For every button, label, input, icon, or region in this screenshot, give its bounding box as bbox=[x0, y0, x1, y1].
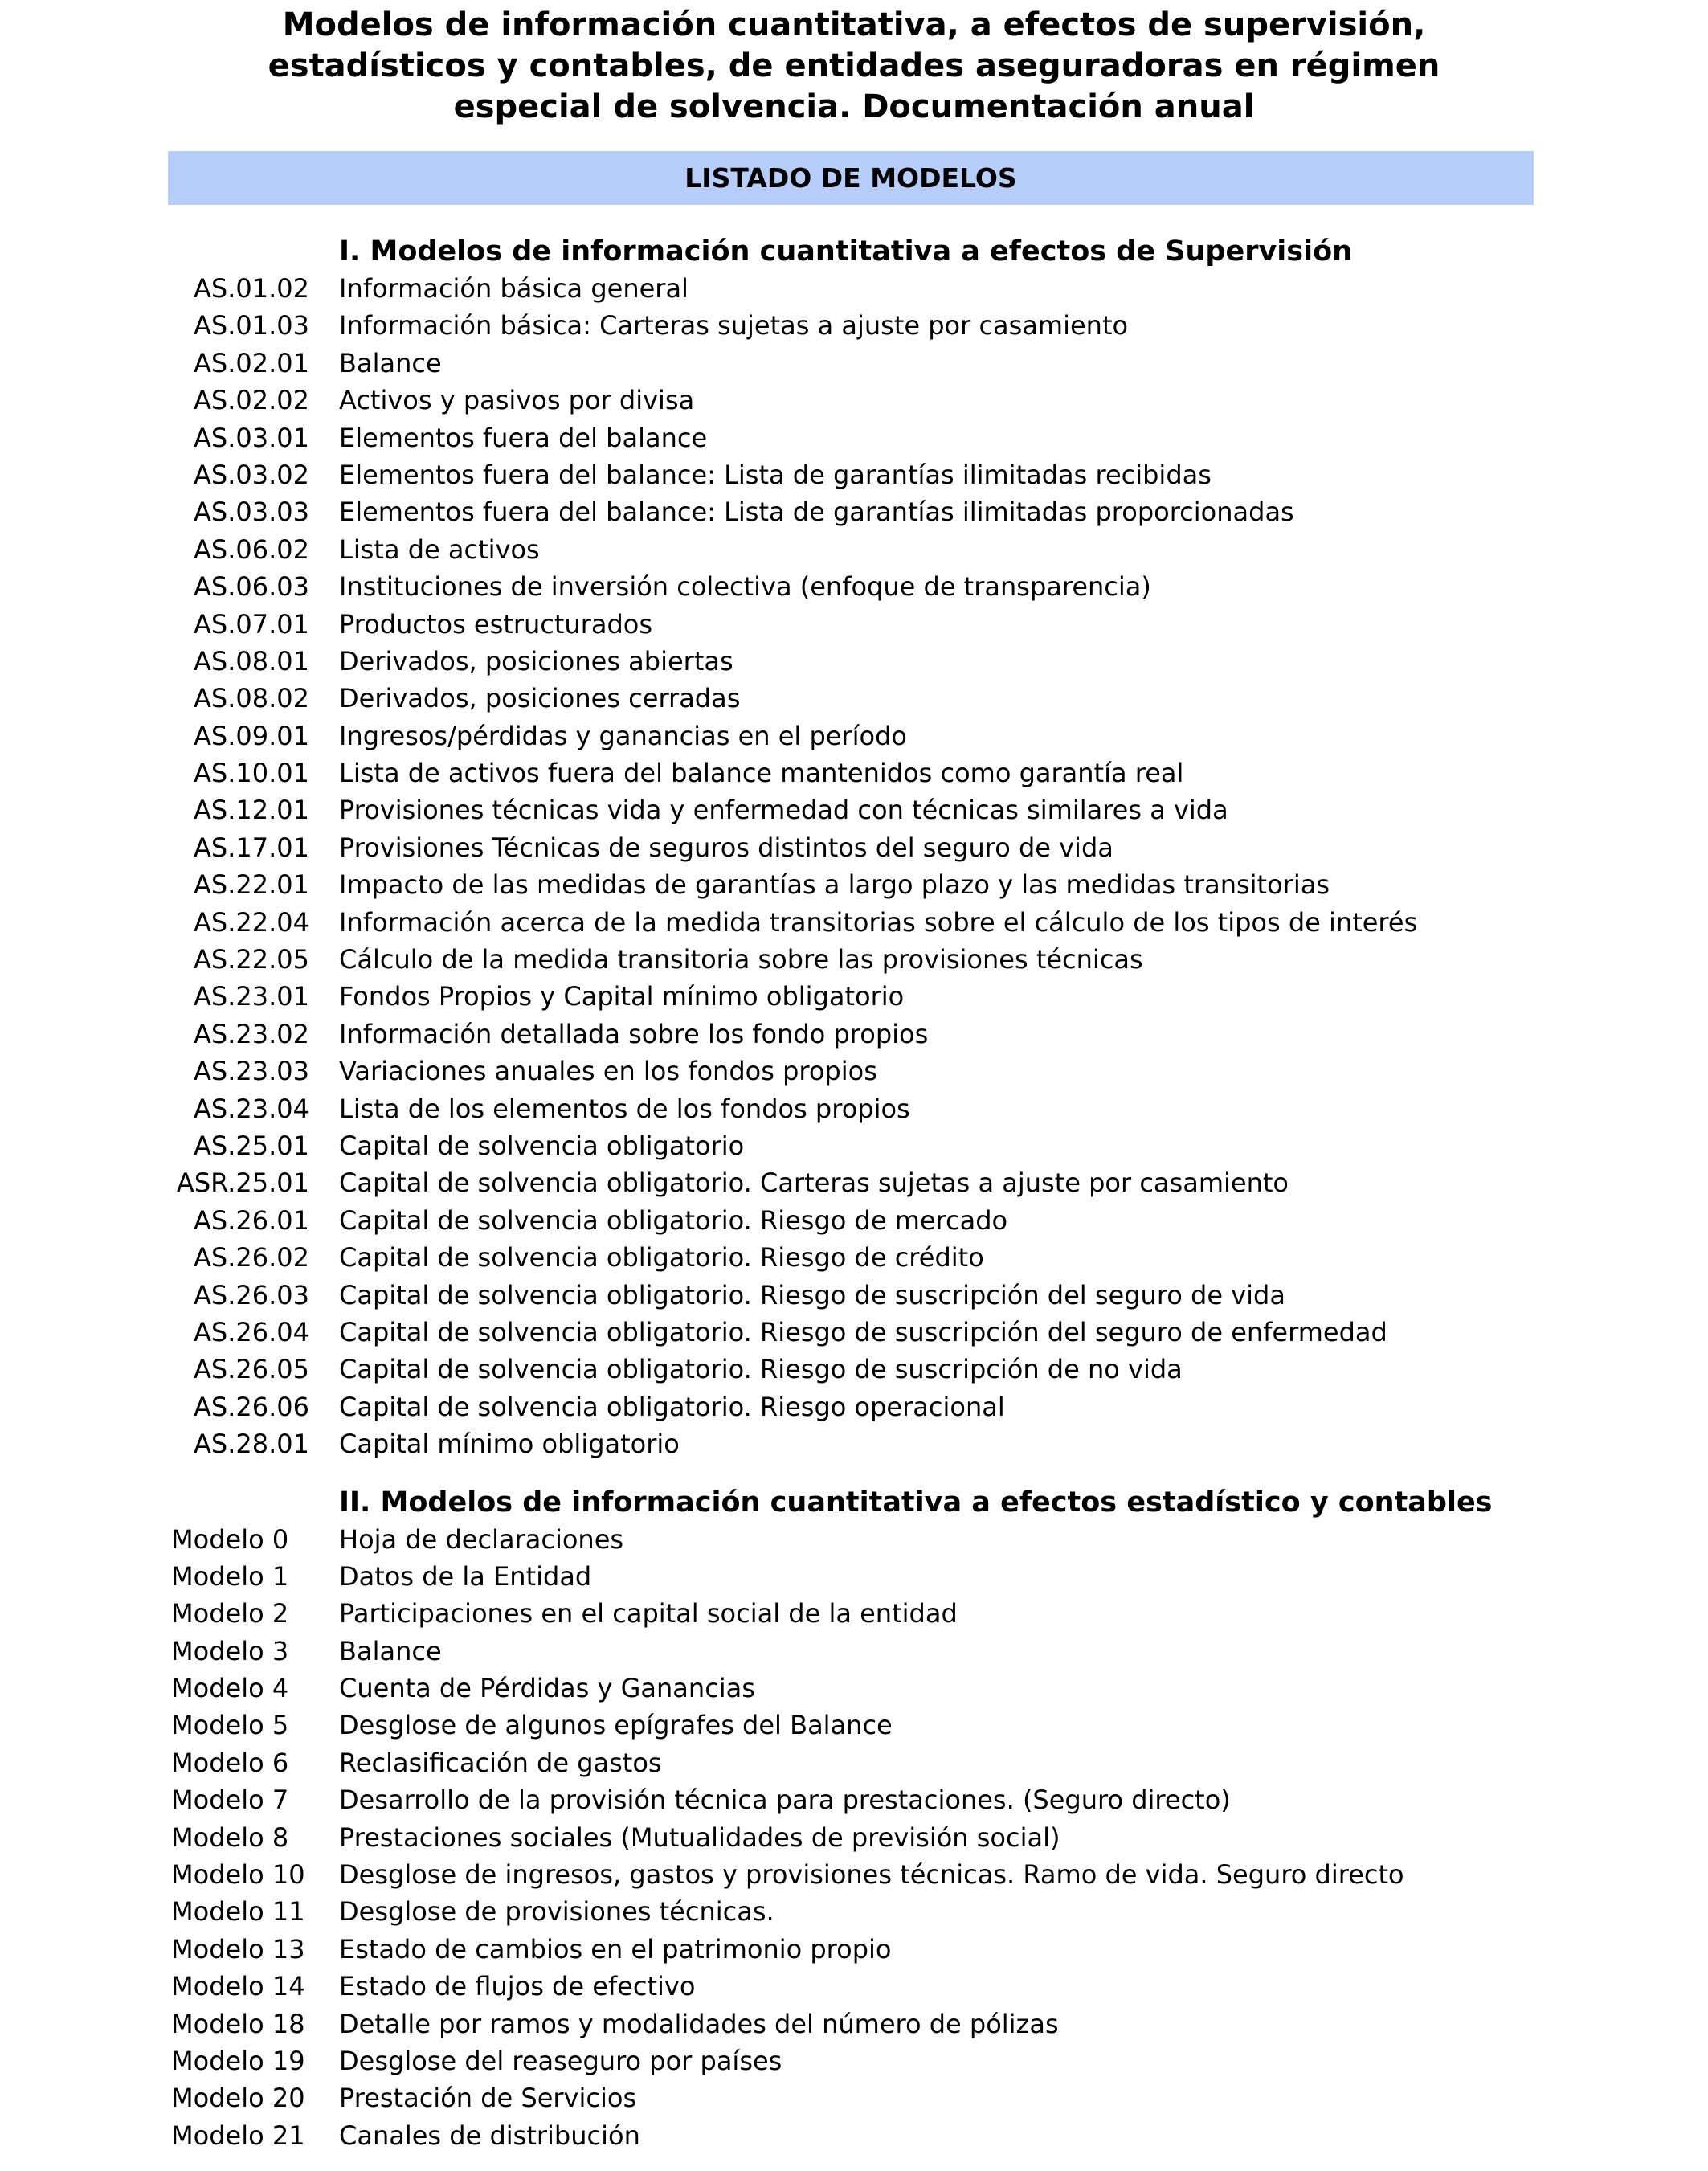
model-description: Capital de solvencia obligatorio. Riesgo de suscripción de no vida bbox=[339, 1354, 1183, 1385]
model-code: AS.23.02 bbox=[194, 1018, 309, 1049]
model-code: Modelo 0 bbox=[171, 1523, 289, 1555]
model-description: Instituciones de inversión colectiva (enfoque de transparencia) bbox=[339, 571, 1151, 603]
model-code: AS.22.04 bbox=[194, 906, 309, 938]
model-code: Modelo 1 bbox=[171, 1560, 289, 1592]
model-code: AS.01.02 bbox=[194, 273, 309, 304]
model-row bbox=[0, 493, 1708, 530]
model-description: Capital de solvencia obligatorio. Riesgo de suscripción del seguro de vida bbox=[339, 1279, 1285, 1310]
model-code: Modelo 13 bbox=[171, 1933, 305, 1965]
model-row bbox=[0, 754, 1708, 791]
model-code: Modelo 5 bbox=[171, 1710, 289, 1741]
model-row bbox=[0, 1351, 1708, 1388]
model-row bbox=[0, 1670, 1708, 1707]
model-code: Modelo 21 bbox=[171, 2120, 305, 2151]
model-description: Estado de flujos de efectivo bbox=[339, 1971, 696, 2002]
model-code: AS.23.01 bbox=[194, 981, 309, 1012]
model-row bbox=[0, 1931, 1708, 1968]
model-code: AS.09.01 bbox=[194, 720, 309, 751]
section-rows bbox=[0, 270, 1708, 1463]
model-description: Activos y pasivos por divisa bbox=[339, 385, 695, 416]
model-row bbox=[0, 829, 1708, 866]
model-code: AS.26.02 bbox=[194, 1242, 309, 1274]
model-code: Modelo 6 bbox=[171, 1747, 289, 1778]
model-code: AS.03.02 bbox=[194, 459, 309, 490]
model-row bbox=[0, 904, 1708, 941]
model-row bbox=[0, 1819, 1708, 1856]
model-description: Elementos fuera del balance bbox=[339, 422, 708, 453]
model-code: AS.03.01 bbox=[194, 422, 309, 453]
list-banner: LISTADO DE MODELOS bbox=[168, 151, 1534, 205]
model-row bbox=[0, 456, 1708, 493]
model-description: Capital mínimo obligatorio bbox=[339, 1429, 680, 1460]
model-row bbox=[0, 643, 1708, 680]
model-code: Modelo 20 bbox=[171, 2083, 305, 2114]
model-code: Modelo 8 bbox=[171, 1821, 289, 1853]
model-description: Información básica: Carteras sujetas a ajuste por casamiento bbox=[339, 310, 1129, 341]
model-row bbox=[0, 1127, 1708, 1164]
model-description: Canales de distribución bbox=[339, 2120, 640, 2151]
model-code: AS.12.01 bbox=[194, 795, 309, 826]
model-row bbox=[0, 2042, 1708, 2079]
model-row bbox=[0, 1277, 1708, 1314]
model-description: Lista de activos fuera del balance mantenidos como garantía real bbox=[339, 758, 1184, 789]
model-code: AS.26.03 bbox=[194, 1279, 309, 1310]
model-row bbox=[0, 531, 1708, 568]
model-code: Modelo 10 bbox=[171, 1859, 305, 1891]
title-line: Modelos de información cuantitativa, a efectos de supervisión, bbox=[282, 6, 1426, 43]
model-description: Desarrollo de la provisión técnica para prestaciones. (Seguro directo) bbox=[339, 1785, 1231, 1816]
model-description: Lista de los elementos de los fondos propios bbox=[339, 1093, 910, 1124]
model-row bbox=[0, 1558, 1708, 1595]
model-code: Modelo 7 bbox=[171, 1785, 289, 1816]
section-heading: II. Modelos de información cuantitativa a efectos estadístico y contables bbox=[339, 1486, 1493, 1519]
model-description: Provisiones Técnicas de seguros distintos del seguro de vida bbox=[339, 832, 1113, 863]
model-row bbox=[0, 941, 1708, 978]
model-description: Capital de solvencia obligatorio. Riesgo de suscripción del seguro de enfermedad bbox=[339, 1316, 1387, 1347]
model-code: AS.26.04 bbox=[194, 1316, 309, 1347]
section-statistical-accounting bbox=[0, 1484, 1708, 2155]
model-code: AS.23.03 bbox=[194, 1056, 309, 1087]
model-code: AS.08.01 bbox=[194, 645, 309, 677]
model-description: Capital de solvencia obligatorio. Riesgo de crédito bbox=[339, 1242, 984, 1274]
model-row bbox=[0, 382, 1708, 419]
section-rows bbox=[0, 1521, 1708, 2155]
model-row bbox=[0, 1164, 1708, 1201]
model-description: Detalle por ramos y modalidades del número de pólizas bbox=[339, 2008, 1059, 2039]
model-code: AS.25.01 bbox=[194, 1130, 309, 1161]
model-list bbox=[0, 233, 1708, 2154]
model-description: Capital de solvencia obligatorio. Riesgo de mercado bbox=[339, 1204, 1008, 1236]
model-code: Modelo 2 bbox=[171, 1598, 289, 1629]
model-description: Desglose del reaseguro por países bbox=[339, 2045, 782, 2076]
model-row bbox=[0, 1856, 1708, 1893]
model-description: Prestación de Servicios bbox=[339, 2083, 637, 2114]
model-description: Reclasificación de gastos bbox=[339, 1747, 662, 1778]
model-description: Productos estructurados bbox=[339, 608, 653, 640]
model-description: Fondos Propios y Capital mínimo obligatorio bbox=[339, 981, 905, 1012]
model-description: Datos de la Entidad bbox=[339, 1560, 592, 1592]
model-description: Balance bbox=[339, 1635, 442, 1666]
model-code: AS.26.01 bbox=[194, 1204, 309, 1236]
model-description: Provisiones técnicas vida y enfermedad con técnicas similares a vida bbox=[339, 795, 1228, 826]
model-row bbox=[0, 2117, 1708, 2154]
model-code: AS.28.01 bbox=[194, 1429, 309, 1460]
model-row bbox=[0, 1521, 1708, 1558]
model-code: AS.06.02 bbox=[194, 534, 309, 565]
model-code: AS.01.03 bbox=[194, 310, 309, 341]
model-description: Desglose de algunos epígrafes del Balance bbox=[339, 1710, 893, 1741]
model-description: Prestaciones sociales (Mutualidades de previsión social) bbox=[339, 1821, 1060, 1853]
model-code: Modelo 3 bbox=[171, 1635, 289, 1666]
model-row bbox=[0, 718, 1708, 754]
model-row bbox=[0, 680, 1708, 717]
model-code: Modelo 19 bbox=[171, 2045, 305, 2076]
model-code: AS.03.03 bbox=[194, 497, 309, 528]
model-code: Modelo 18 bbox=[171, 2008, 305, 2039]
model-row bbox=[0, 866, 1708, 903]
model-row bbox=[0, 1425, 1708, 1462]
model-code: AS.07.01 bbox=[194, 608, 309, 640]
model-row bbox=[0, 307, 1708, 344]
model-code: Modelo 4 bbox=[171, 1673, 289, 1704]
model-description: Lista de activos bbox=[339, 534, 540, 565]
model-code: AS.08.02 bbox=[194, 683, 309, 714]
model-description: Información detallada sobre los fondo propios bbox=[339, 1018, 929, 1049]
document-title bbox=[0, 5, 1708, 128]
model-row bbox=[0, 1314, 1708, 1351]
model-code: AS.26.05 bbox=[194, 1354, 309, 1385]
model-code: AS.02.02 bbox=[194, 385, 309, 416]
model-description: Balance bbox=[339, 347, 442, 378]
model-description: Capital de solvencia obligatorio bbox=[339, 1130, 745, 1161]
title-line: estadísticos y contables, de entidades aseguradoras en régimen bbox=[268, 47, 1440, 84]
model-description: Información básica general bbox=[339, 273, 689, 304]
model-row bbox=[0, 1893, 1708, 1930]
model-description: Cuenta de Pérdidas y Ganancias bbox=[339, 1673, 755, 1704]
model-row bbox=[0, 1239, 1708, 1276]
model-description: Capital de solvencia obligatorio. Riesgo operacional bbox=[339, 1391, 1005, 1422]
title-line: especial de solvencia. Documentación anual bbox=[453, 88, 1255, 125]
model-row bbox=[0, 1388, 1708, 1425]
model-description: Variaciones anuales en los fondos propios bbox=[339, 1056, 877, 1087]
model-row bbox=[0, 606, 1708, 643]
model-row bbox=[0, 1595, 1708, 1632]
model-description: Elementos fuera del balance: Lista de garantías ilimitadas recibidas bbox=[339, 459, 1212, 490]
model-description: Cálculo de la medida transitoria sobre las provisiones técnicas bbox=[339, 944, 1143, 975]
model-code: Modelo 11 bbox=[171, 1896, 305, 1928]
model-description: Derivados, posiciones abiertas bbox=[339, 645, 733, 677]
model-description: Ingresos/pérdidas y ganancias en el período bbox=[339, 720, 907, 751]
model-row bbox=[0, 1968, 1708, 2005]
model-row bbox=[0, 1053, 1708, 1090]
model-code: AS.23.04 bbox=[194, 1093, 309, 1124]
model-description: Desglose de ingresos, gastos y provisiones técnicas. Ramo de vida. Seguro directo bbox=[339, 1859, 1404, 1891]
model-row bbox=[0, 1016, 1708, 1053]
model-description: Hoja de declaraciones bbox=[339, 1523, 624, 1555]
model-description: Derivados, posiciones cerradas bbox=[339, 683, 741, 714]
model-row bbox=[0, 1707, 1708, 1744]
model-code: AS.06.03 bbox=[194, 571, 309, 603]
model-code: AS.10.01 bbox=[194, 758, 309, 789]
model-code: AS.02.01 bbox=[194, 347, 309, 378]
model-description: Estado de cambios en el patrimonio propio bbox=[339, 1933, 892, 1965]
model-description: Impacto de las medidas de garantías a largo plazo y las medidas transitorias bbox=[339, 869, 1330, 901]
model-row bbox=[0, 1781, 1708, 1818]
model-row bbox=[0, 1633, 1708, 1670]
model-code: AS.22.05 bbox=[194, 944, 309, 975]
model-description: Desglose de provisiones técnicas. bbox=[339, 1896, 774, 1928]
model-description: Información acerca de la medida transitorias sobre el cálculo de los tipos de interés bbox=[339, 906, 1418, 938]
model-code: AS.17.01 bbox=[194, 832, 309, 863]
model-code: ASR.25.01 bbox=[176, 1167, 309, 1199]
section-heading: I. Modelos de información cuantitativa a efectos de Supervisión bbox=[339, 235, 1353, 268]
model-description: Participaciones en el capital social de la entidad bbox=[339, 1598, 958, 1629]
model-row bbox=[0, 1202, 1708, 1239]
model-row bbox=[0, 791, 1708, 828]
model-row bbox=[0, 2005, 1708, 2042]
section-supervision bbox=[0, 233, 1708, 1463]
model-row bbox=[0, 1090, 1708, 1127]
model-row bbox=[0, 270, 1708, 307]
model-description: Elementos fuera del balance: Lista de garantías ilimitadas proporcionadas bbox=[339, 497, 1294, 528]
model-row bbox=[0, 1744, 1708, 1781]
model-code: AS.26.06 bbox=[194, 1391, 309, 1422]
model-row bbox=[0, 345, 1708, 382]
model-code: AS.22.01 bbox=[194, 869, 309, 901]
model-row bbox=[0, 978, 1708, 1015]
model-row bbox=[0, 568, 1708, 605]
model-code: Modelo 14 bbox=[171, 1971, 305, 2002]
model-row bbox=[0, 419, 1708, 456]
model-description: Capital de solvencia obligatorio. Carteras sujetas a ajuste por casamiento bbox=[339, 1167, 1289, 1199]
model-row bbox=[0, 2079, 1708, 2116]
